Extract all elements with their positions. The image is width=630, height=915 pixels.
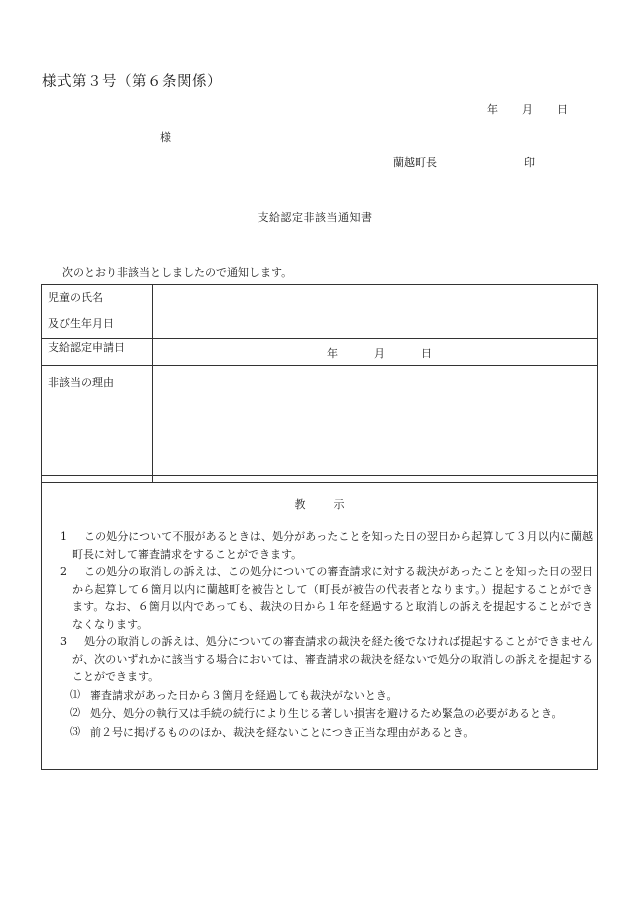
application-day-label: 日 (421, 347, 432, 360)
notice-item (42, 633, 597, 686)
notice-item-text: この処分について不服があるときは、処分があったことを知った日の翌日から起算して３月以内に蘭越町長に対して審査請求をすることができます。 (72, 530, 593, 561)
notice-item-text: 処分の取消しの訴えは、処分についての審査請求の裁決を経た後でなければ提起することができませんが、次のいずれかに該当する場合においては、審査請求の裁決を経ないで処分の取消しの訴えを提起することができます。 (72, 635, 593, 683)
notice-subitem (42, 687, 597, 705)
notice-title: 教示 (294, 498, 373, 511)
issue-date-day-label: 日 (557, 103, 568, 116)
notice-subitem (42, 724, 597, 742)
reason-value[interactable] (153, 366, 598, 483)
table-row-reason (42, 366, 598, 483)
notice-item (42, 563, 597, 633)
notice-subitem-number: ⑴ (70, 689, 80, 701)
notice-item-number: 2 (60, 565, 67, 578)
issue-date-month-label: 月 (522, 103, 533, 116)
notice-item-number: 1 (60, 530, 67, 543)
child-name-label-line1: 児童の氏名 (48, 291, 103, 304)
reason-label: 非該当の理由 (42, 366, 153, 483)
issuer-name: 蘭越町長 (393, 156, 437, 169)
notice-item (42, 528, 597, 563)
instruction-notice (41, 475, 598, 770)
child-name-label-line2: 及び生年月日 (48, 317, 114, 330)
notice-subitem-text: 審査請求があった日から３箇月を経過しても裁決がないとき。 (90, 688, 398, 702)
intro-text: 次のとおり非該当としましたので通知します。 (62, 266, 293, 279)
notice-item-number: 3 (60, 635, 67, 648)
notice-subitem (42, 705, 597, 723)
details-table (41, 284, 598, 483)
table-row-application-date (42, 339, 598, 366)
document-title: 支給認定非該当通知書 (257, 211, 373, 224)
issue-date-year-label: 年 (487, 103, 498, 116)
application-date-label: 支給認定申請日 (42, 339, 153, 366)
child-name-label (42, 285, 153, 339)
application-month-label: 月 (374, 347, 385, 360)
addressee-suffix: 様 (160, 131, 171, 144)
child-name-value[interactable] (153, 285, 598, 339)
application-year-label: 年 (327, 347, 338, 360)
notice-subitem-text: 処分、処分の執行又は手続の続行により生じる著しい損害を避けるため緊急の必要があるとき。 (90, 707, 563, 720)
application-date-value[interactable] (153, 339, 598, 366)
notice-items (42, 528, 597, 741)
table-row-child-name (42, 285, 598, 339)
notice-subitem-number: ⑵ (70, 708, 80, 719)
form-number: 様式第３号（第６条関係） (42, 74, 222, 90)
notice-subitem-text: 前２号に掲げるもののほか、裁決を経ないことにつき正当な理由があるとき。 (90, 725, 475, 739)
notice-subitem-number: ⑶ (70, 726, 80, 738)
notice-item-text: この処分の取消しの訴えは、この処分についての審査請求に対する裁決があったことを知った日の翌日から起算して６箇月以内に蘭越町を被告として（町長が被告の代表者となります。）提起することができます。なお、６箇月以内であっても、裁決の日から１年を経過すると取消しの訴えを提起することができなくなります。 (72, 565, 593, 631)
seal-mark: 印 (524, 156, 535, 169)
